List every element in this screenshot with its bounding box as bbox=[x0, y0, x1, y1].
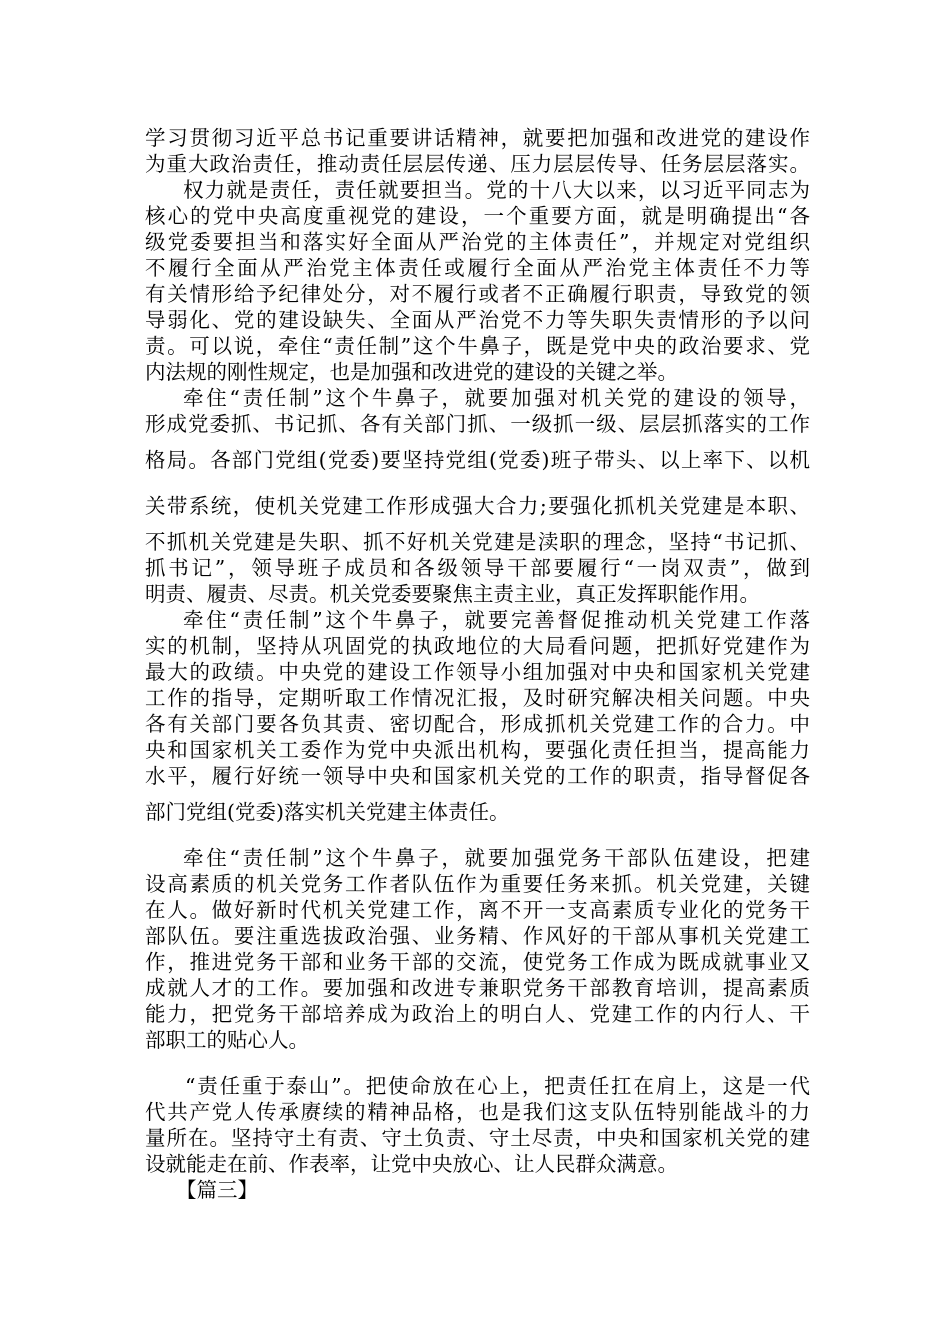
text-line: 量所在。坚持守土有责、守土负责、守土尽责，中央和国家机关党的建 bbox=[145, 1126, 810, 1150]
text-line: 在人。做好新时代机关党建工作，离不开一支高素质专业化的党务干 bbox=[145, 898, 810, 922]
text-line: 明责、履责、尽责。机关党委要聚焦主责主业，真正发挥职能作用。 bbox=[145, 582, 760, 606]
text-line: 牵住“责任制”这个牛鼻子，就要加强党务干部队伍建设，把建 bbox=[183, 846, 810, 870]
text-line: 部队伍。要注重选拔政治强、业务精、作风好的干部从事机关党建工 bbox=[145, 924, 810, 948]
text-line: 成就人才的工作。要加强和改进专兼职党务干部教育培训，提高素质 bbox=[145, 976, 810, 1000]
text-line: 部职工的贴心人。 bbox=[145, 1028, 309, 1052]
text-line: 不履行全面从严治党主体责任或履行全面从严治党主体责任不力等 bbox=[145, 256, 810, 280]
text-line: “责任重于泰山”。把使命放在心上，把责任扛在肩上，这是一代 bbox=[185, 1074, 810, 1098]
text-line: 级党委要担当和落实好全面从严治党的主体责任”，并规定对党组织 bbox=[145, 230, 810, 254]
text-line: 为重大政治责任，推动责任层层传递、压力层层传导、任务层层落实。 bbox=[145, 152, 810, 176]
text-line: 部门党组(党委)落实机关党建主体责任。 bbox=[145, 800, 510, 824]
text-line: 能力，把党务干部培养成为政治上的明白人、党建工作的内行人、干 bbox=[145, 1002, 810, 1026]
text-line: 设就能走在前、作表率，让党中央放心、让人民群众满意。 bbox=[145, 1152, 678, 1176]
text-line: 牵住“责任制”这个牛鼻子，就要加强对机关党的建设的领导， bbox=[183, 386, 810, 410]
text-line: 内法规的刚性规定，也是加强和改进党的建设的关键之举。 bbox=[145, 360, 678, 384]
text-line: 导弱化、党的建设缺失、全面从严治党不力等失职失责情形的予以问 bbox=[145, 308, 810, 332]
text-line: 设高素质的机关党务工作者队伍作为重要任务来抓。机关党建，关键 bbox=[145, 872, 810, 896]
text-line: 作，推进党务干部和业务干部的交流，使党务工作成为既成就事业又 bbox=[145, 950, 810, 974]
text-line: 实的机制，坚持从巩固党的执政地位的大局看问题，把抓好党建作为 bbox=[145, 634, 810, 658]
text-line: 各有关部门要各负其责、密切配合，形成抓机关党建工作的合力。中 bbox=[145, 712, 810, 736]
text-line: 不抓机关党建是失职、抓不好机关党建是渎职的理念，坚持“书记抓、 bbox=[145, 530, 810, 554]
text-line: 有关情形给予纪律处分，对不履行或者不正确履行职责，导致党的领 bbox=[145, 282, 810, 306]
text-line: 最大的政绩。中央党的建设工作领导小组加强对中央和国家机关党建 bbox=[145, 660, 810, 684]
section-heading: 【篇三】 bbox=[176, 1178, 258, 1202]
text-line: 核心的党中央高度重视党的建设，一个重要方面，就是明确提出“各 bbox=[145, 204, 810, 228]
text-line: 格局。各部门党组(党委)要坚持党组(党委)班子带头、以上率下、以机 bbox=[145, 448, 810, 472]
text-line: 学习贯彻习近平总书记重要讲话精神，就要把加强和改进党的建设作 bbox=[145, 126, 810, 150]
text-line: 牵住“责任制”这个牛鼻子，就要完善督促推动机关党建工作落 bbox=[183, 608, 810, 632]
text-line: 工作的指导，定期听取工作情况汇报，及时研究解决相关问题。中央 bbox=[145, 686, 810, 710]
text-line: 关带系统，使机关党建工作形成强大合力;要强化抓机关党建是本职、 bbox=[145, 494, 810, 518]
text-line: 代共产党人传承赓续的精神品格，也是我们这支队伍特别能战斗的力 bbox=[145, 1100, 810, 1124]
text-line: 水平，履行好统一领导中央和国家机关党的工作的职责，指导督促各 bbox=[145, 764, 810, 788]
text-line: 权力就是责任，责任就要担当。党的十八大以来，以习近平同志为 bbox=[183, 178, 810, 202]
text-line: 抓书记”，领导班子成员和各级领导干部要履行“一岗双责”，做到 bbox=[145, 556, 810, 580]
text-line: 责。可以说，牵住“责任制”这个牛鼻子，既是党中央的政治要求、党 bbox=[145, 334, 810, 358]
text-line: 形成党委抓、书记抓、各有关部门抓、一级抓一级、层层抓落实的工作 bbox=[145, 412, 810, 436]
text-line: 央和国家机关工委作为党中央派出机构，要强化责任担当，提高能力 bbox=[145, 738, 810, 762]
